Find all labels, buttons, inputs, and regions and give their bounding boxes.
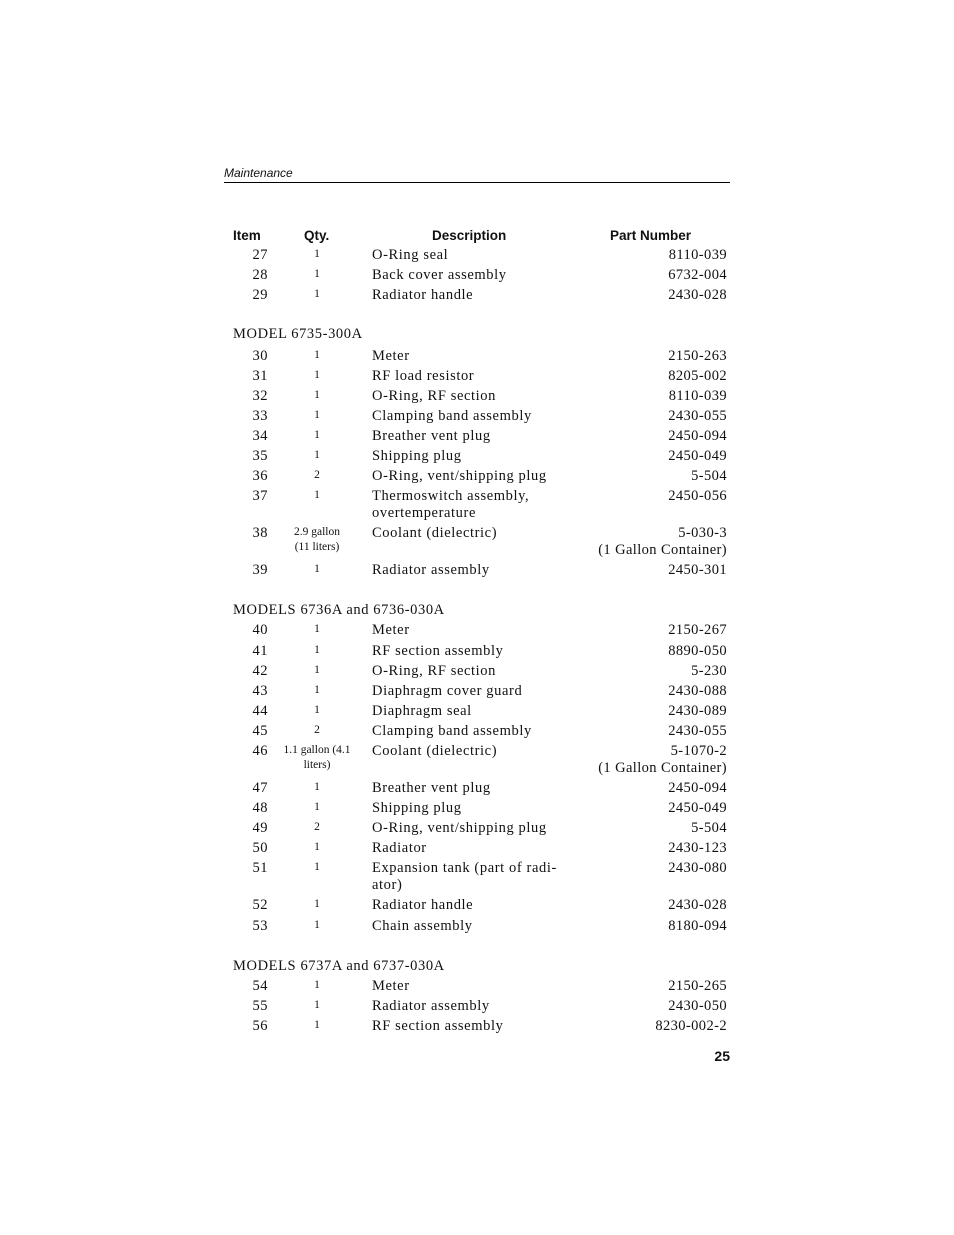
item-number: 55 bbox=[252, 998, 268, 1014]
part-description: Meter bbox=[372, 978, 410, 994]
quantity: 1 bbox=[314, 684, 320, 696]
item-number: 34 bbox=[252, 428, 268, 444]
part-description: Breather vent plug bbox=[372, 428, 491, 444]
part-description: O-Ring, RF section bbox=[372, 388, 496, 404]
part-number: 5-230 bbox=[691, 663, 727, 679]
quantity: 1 bbox=[314, 623, 320, 635]
item-number: 31 bbox=[252, 368, 268, 384]
part-description: RF section assembly bbox=[372, 1018, 504, 1034]
quantity: 1 bbox=[314, 369, 320, 381]
part-number: 5-504 bbox=[691, 820, 727, 836]
item-number: 56 bbox=[252, 1018, 268, 1034]
part-number: 2150-267 bbox=[668, 622, 727, 638]
item-number: 29 bbox=[252, 287, 268, 303]
quantity: 1.1 gallon (4.1 liters) bbox=[283, 744, 351, 771]
item-number: 38 bbox=[252, 525, 268, 541]
part-description: Expansion tank (part of radi- ator) bbox=[372, 860, 557, 893]
quantity: 1 bbox=[314, 861, 320, 873]
quantity: 1 bbox=[314, 449, 320, 461]
column-header-item: Item bbox=[233, 228, 261, 243]
part-number: 2450-049 bbox=[668, 448, 727, 464]
part-description: RF section assembly bbox=[372, 643, 504, 659]
part-number: 2150-263 bbox=[668, 348, 727, 364]
part-number: 2450-094 bbox=[668, 780, 727, 796]
part-description: Shipping plug bbox=[372, 448, 462, 464]
part-number: 8110-039 bbox=[668, 388, 727, 404]
quantity: 1 bbox=[314, 979, 320, 991]
part-number: 2450-056 bbox=[668, 488, 727, 504]
column-header-qty: Qty. bbox=[304, 228, 330, 243]
part-number: 2430-080 bbox=[668, 860, 727, 876]
part-number: 8180-094 bbox=[668, 918, 727, 934]
item-number: 46 bbox=[252, 743, 268, 759]
quantity: 1 bbox=[314, 248, 320, 260]
part-description: Thermoswitch assembly, overtemperature bbox=[372, 488, 530, 521]
section-heading: MODELS 6737A and 6737-030A bbox=[233, 958, 445, 974]
part-description: Clamping band assembly bbox=[372, 723, 532, 739]
part-description: Radiator handle bbox=[372, 897, 474, 913]
item-number: 51 bbox=[252, 860, 268, 876]
item-number: 35 bbox=[252, 448, 268, 464]
quantity: 1 bbox=[314, 489, 320, 501]
quantity: 2 bbox=[314, 724, 320, 736]
part-number: 2450-301 bbox=[668, 562, 727, 578]
item-number: 30 bbox=[252, 348, 268, 364]
item-number: 41 bbox=[252, 643, 268, 659]
item-number: 43 bbox=[252, 683, 268, 699]
part-description: Meter bbox=[372, 348, 410, 364]
part-description: Diaphragm cover guard bbox=[372, 683, 523, 699]
quantity: 1 bbox=[314, 389, 320, 401]
part-number: 2430-028 bbox=[668, 287, 727, 303]
part-description: Meter bbox=[372, 622, 410, 638]
quantity: 1 bbox=[314, 801, 320, 813]
item-number: 36 bbox=[252, 468, 268, 484]
quantity: 1 bbox=[314, 268, 320, 280]
part-number: 2430-055 bbox=[668, 723, 727, 739]
part-description: Radiator handle bbox=[372, 287, 474, 303]
part-number: 8230-002-2 bbox=[655, 1018, 727, 1034]
item-number: 49 bbox=[252, 820, 268, 836]
part-number: 2430-028 bbox=[668, 897, 727, 913]
quantity: 1 bbox=[314, 644, 320, 656]
quantity: 1 bbox=[314, 898, 320, 910]
running-header: Maintenance bbox=[224, 166, 293, 180]
item-number: 52 bbox=[252, 897, 268, 913]
column-header-description: Description bbox=[432, 228, 507, 243]
item-number: 53 bbox=[252, 918, 268, 934]
item-number: 45 bbox=[252, 723, 268, 739]
part-number: 2450-049 bbox=[668, 800, 727, 816]
item-number: 44 bbox=[252, 703, 268, 719]
part-number: 8890-050 bbox=[668, 643, 727, 659]
quantity: 1 bbox=[314, 704, 320, 716]
part-number: 2150-265 bbox=[668, 978, 727, 994]
item-number: 27 bbox=[252, 247, 268, 263]
item-number: 39 bbox=[252, 562, 268, 578]
part-number: 2430-123 bbox=[668, 840, 727, 856]
quantity: 2 bbox=[314, 469, 320, 481]
item-number: 42 bbox=[252, 663, 268, 679]
part-number: 2430-050 bbox=[668, 998, 727, 1014]
part-description: RF load resistor bbox=[372, 368, 475, 384]
part-number: 8110-039 bbox=[668, 247, 727, 263]
quantity: 1 bbox=[314, 349, 320, 361]
item-number: 48 bbox=[252, 800, 268, 816]
section-heading: MODELS 6736A and 6736-030A bbox=[233, 602, 445, 618]
part-description: Clamping band assembly bbox=[372, 408, 532, 424]
part-description: Radiator bbox=[372, 840, 427, 856]
item-number: 40 bbox=[252, 622, 268, 638]
quantity: 1 bbox=[314, 288, 320, 300]
part-description: Radiator assembly bbox=[372, 998, 490, 1014]
part-number: 5-030-3 (1 Gallon Container) bbox=[598, 525, 727, 558]
quantity: 1 bbox=[314, 999, 320, 1011]
part-description: O-Ring, RF section bbox=[372, 663, 496, 679]
part-description: O-Ring, vent/shipping plug bbox=[372, 468, 547, 484]
quantity: 2.9 gallon (11 liters) bbox=[294, 526, 340, 553]
part-number: 2450-094 bbox=[668, 428, 727, 444]
part-description: Diaphragm seal bbox=[372, 703, 472, 719]
column-header-part-number: Part Number bbox=[610, 228, 692, 243]
item-number: 50 bbox=[252, 840, 268, 856]
part-number: 5-1070-2 (1 Gallon Container) bbox=[598, 743, 727, 776]
item-number: 47 bbox=[252, 780, 268, 796]
item-number: 37 bbox=[252, 488, 268, 504]
part-number: 2430-055 bbox=[668, 408, 727, 424]
quantity: 1 bbox=[314, 563, 320, 575]
part-description: Radiator assembly bbox=[372, 562, 490, 578]
part-description: Chain assembly bbox=[372, 918, 473, 934]
part-number: 8205-002 bbox=[668, 368, 727, 384]
part-description: Coolant (dielectric) bbox=[372, 743, 498, 759]
quantity: 1 bbox=[314, 429, 320, 441]
item-number: 54 bbox=[252, 978, 268, 994]
part-number: 5-504 bbox=[691, 468, 727, 484]
item-number: 32 bbox=[252, 388, 268, 404]
part-number: 2430-088 bbox=[668, 683, 727, 699]
quantity: 1 bbox=[314, 841, 320, 853]
quantity: 1 bbox=[314, 919, 320, 931]
part-description: O-Ring, vent/shipping plug bbox=[372, 820, 547, 836]
part-description: Breather vent plug bbox=[372, 780, 491, 796]
part-description: Shipping plug bbox=[372, 800, 462, 816]
part-description: Back cover assembly bbox=[372, 267, 507, 283]
quantity: 1 bbox=[314, 409, 320, 421]
quantity: 1 bbox=[314, 1019, 320, 1031]
part-number: 6732-004 bbox=[668, 267, 727, 283]
part-number: 2430-089 bbox=[668, 703, 727, 719]
quantity: 2 bbox=[314, 821, 320, 833]
quantity: 1 bbox=[314, 781, 320, 793]
item-number: 33 bbox=[252, 408, 268, 424]
part-description: O-Ring seal bbox=[372, 247, 449, 263]
item-number: 28 bbox=[252, 267, 268, 283]
quantity: 1 bbox=[314, 664, 320, 676]
page-number: 25 bbox=[714, 1048, 730, 1064]
part-description: Coolant (dielectric) bbox=[372, 525, 498, 541]
section-heading: MODEL 6735-300A bbox=[233, 326, 363, 342]
